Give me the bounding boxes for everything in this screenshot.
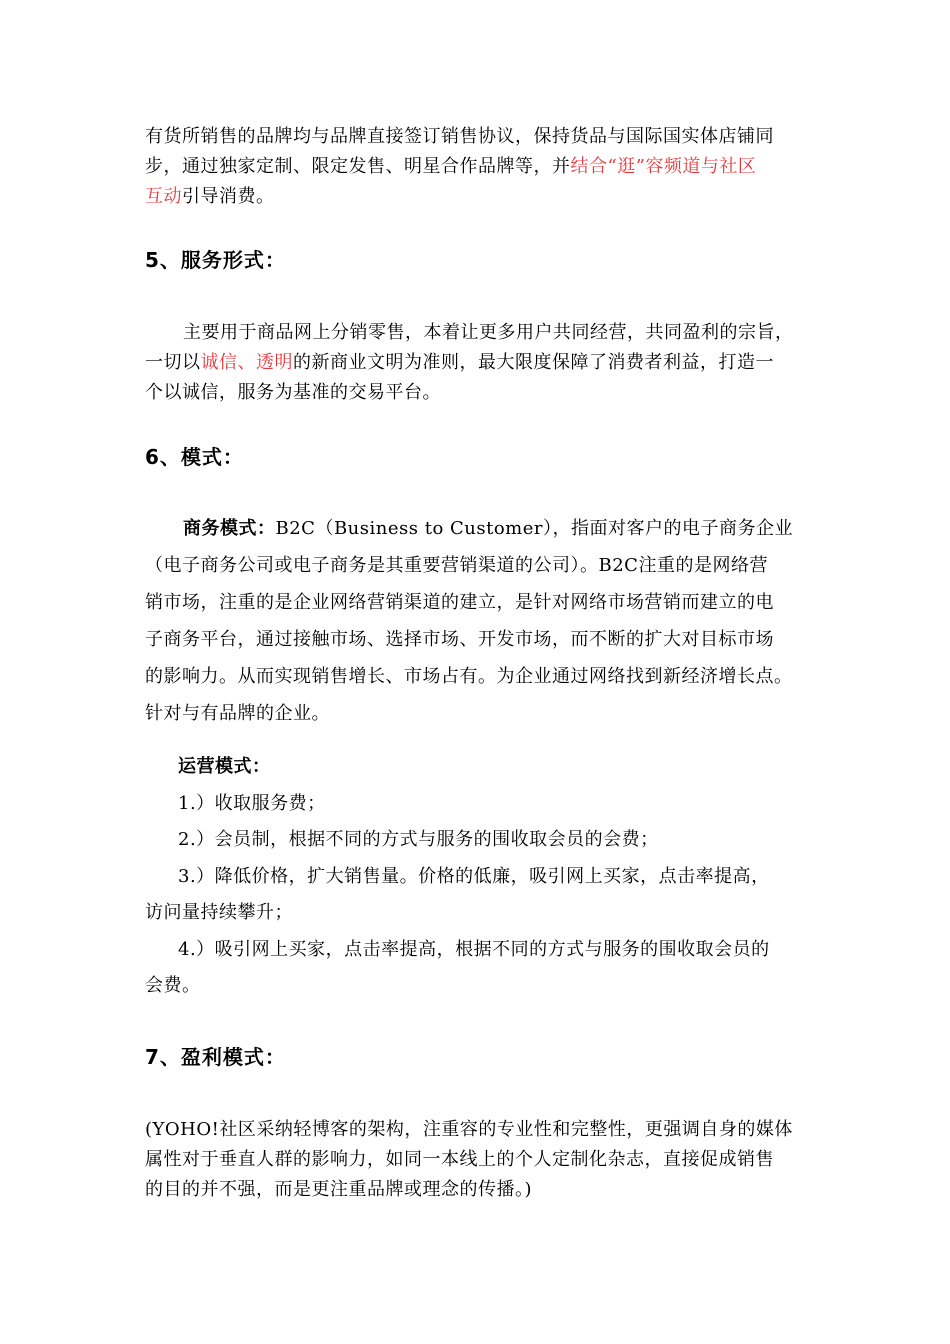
text-line: 有货所销售的品牌均与品牌直接签订销售协议，保持货品与国际国实体店铺同 xyxy=(145,126,774,147)
text-line: 的目的并不强，而是更注重品牌或理念的传播。) xyxy=(145,1179,533,1200)
text-line xyxy=(145,182,805,212)
text-run: 一切以 xyxy=(145,352,201,373)
business-mode-label: 商务模式： xyxy=(183,518,276,539)
paragraph-operation-mode xyxy=(145,749,805,1005)
text-line: 针对与有品牌的企业。 xyxy=(145,703,330,724)
text-line xyxy=(145,152,805,182)
text-line xyxy=(145,348,805,378)
text-line: (YOHO!社区采纳轻博客的架构，注重容的专业性和完整性，更强调自身的媒体 xyxy=(145,1119,793,1140)
list-item: 4.）吸引网上买家，点击率提高，根据不同的方式与服务的围收取会员的 xyxy=(178,938,770,960)
text-line: 的影响力。从而实现销售增长、市场占有。为企业通过网络找到新经济增长点。 xyxy=(145,666,793,687)
paragraph-profit-mode xyxy=(145,1115,805,1205)
text-line: 属性对于垂直人群的影响力，如同一本线上的个人定制化杂志，直接促成销售 xyxy=(145,1149,774,1170)
text-run: 步，通过独家定制、限定发售、明星合作品牌等，并 xyxy=(145,156,571,177)
text-line xyxy=(145,510,805,547)
highlighted-text: 互动 xyxy=(145,186,182,207)
operation-mode-label: 运营模式： xyxy=(178,756,271,777)
text-line: （电子商务公司或电子商务是其重要营销渠道的公司）。B2C注重的是网络营 xyxy=(145,555,768,576)
list-item: 2.）会员制，根据不同的方式与服务的围收取会员的会费； xyxy=(178,829,659,850)
list-item-continuation: 访问量持续攀升； xyxy=(145,902,293,923)
text-run: 引导消费。 xyxy=(182,186,275,207)
section-heading-service-form: 5、服务形式： xyxy=(145,248,286,272)
text-line: 子商务平台，通过接触市场、选择市场、开发市场，而不断的扩大对目标市场 xyxy=(145,629,774,650)
text-line: 销市场，注重的是企业网络营销渠道的建立，是针对网络市场营销而建立的电 xyxy=(145,592,774,613)
paragraph-business-mode xyxy=(145,510,805,732)
highlighted-text: 结合“逛”容频道与社区 xyxy=(570,156,757,177)
list-item-continuation: 会费。 xyxy=(145,975,201,996)
section-heading-profit-mode: 7、盈利模式： xyxy=(145,1045,286,1069)
text-line: 个以诚信，服务为基准的交易平台。 xyxy=(145,382,441,403)
text-line: 主要用于商品网上分销零售，本着让更多用户共同经营，共同盈利的宗旨， xyxy=(183,322,794,343)
section-heading-mode: 6、模式： xyxy=(145,445,244,469)
text-run: B2C（Business to Customer），指面对客户的电子商务企业 xyxy=(275,518,793,539)
list-item: 1.）收取服务费； xyxy=(178,792,326,814)
paragraph-service-form xyxy=(145,318,805,408)
text-run: 的新商业文明为准则，最大限度保障了消费者利益，打造一 xyxy=(293,352,774,373)
highlighted-text: 诚信、透明 xyxy=(200,352,293,373)
list-item: 3.）降低价格，扩大销售量。价格的低廉，吸引网上买家，点击率提高， xyxy=(178,865,770,887)
paragraph-brand-cooperation xyxy=(145,122,805,212)
